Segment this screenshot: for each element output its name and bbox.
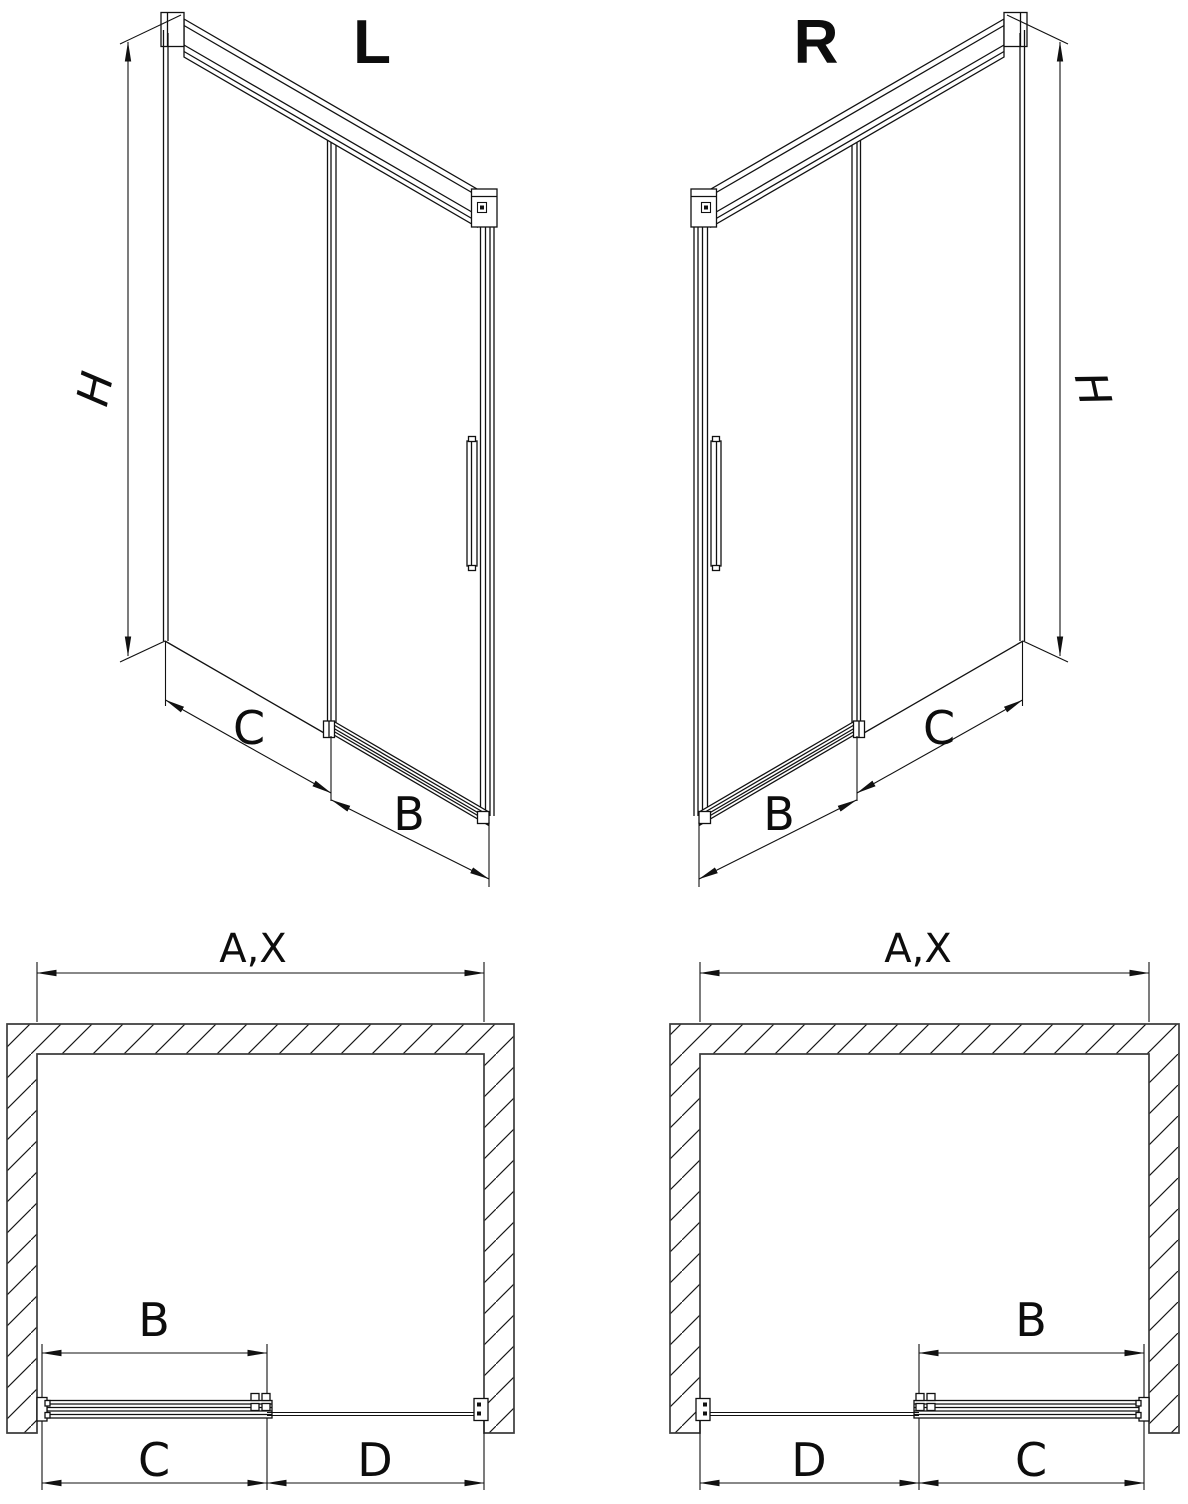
glass-bracket-left — [696, 1399, 710, 1421]
rail-left-cap — [161, 13, 184, 47]
walls-hatched — [7, 1024, 514, 1433]
walls-hatched — [670, 1024, 1179, 1433]
dim-label-d-plan-left: D — [357, 1433, 393, 1487]
sliding-panel — [914, 1394, 1139, 1419]
dim-label-d-plan-right: D — [791, 1433, 827, 1487]
plan-right-view — [670, 962, 1179, 1490]
dim-height — [120, 15, 181, 662]
sliding-panel — [47, 1394, 272, 1419]
dim-label-c-plan-left: C — [137, 1433, 171, 1487]
rail-right-cap — [472, 189, 498, 227]
dim-label-c-iso-right: C — [922, 701, 956, 755]
labels-layer — [67, 8, 1120, 1487]
dim-label-b-iso-right: B — [763, 787, 795, 841]
view-label-right: R — [793, 8, 839, 77]
dim-label-height-left: H — [67, 367, 125, 411]
view-label-left: L — [353, 8, 391, 77]
dim-label-c-iso-left: C — [232, 701, 266, 755]
dim-label-b-iso-left: B — [393, 787, 425, 841]
iso-left-view — [120, 13, 497, 888]
dim-label-height-right: H — [1063, 367, 1121, 411]
dim-label-b-plan-left: B — [138, 1293, 170, 1347]
dim-label-total-left: A,X — [219, 926, 287, 972]
dim-label-total-right: A,X — [884, 926, 952, 972]
iso-right-view — [691, 13, 1068, 888]
plan-left-view — [7, 962, 514, 1490]
glass-bracket-right — [474, 1399, 488, 1421]
dim-label-b-plan-right: B — [1015, 1293, 1047, 1347]
door-handle — [467, 437, 477, 571]
dim-label-c-plan-right: C — [1014, 1433, 1048, 1487]
